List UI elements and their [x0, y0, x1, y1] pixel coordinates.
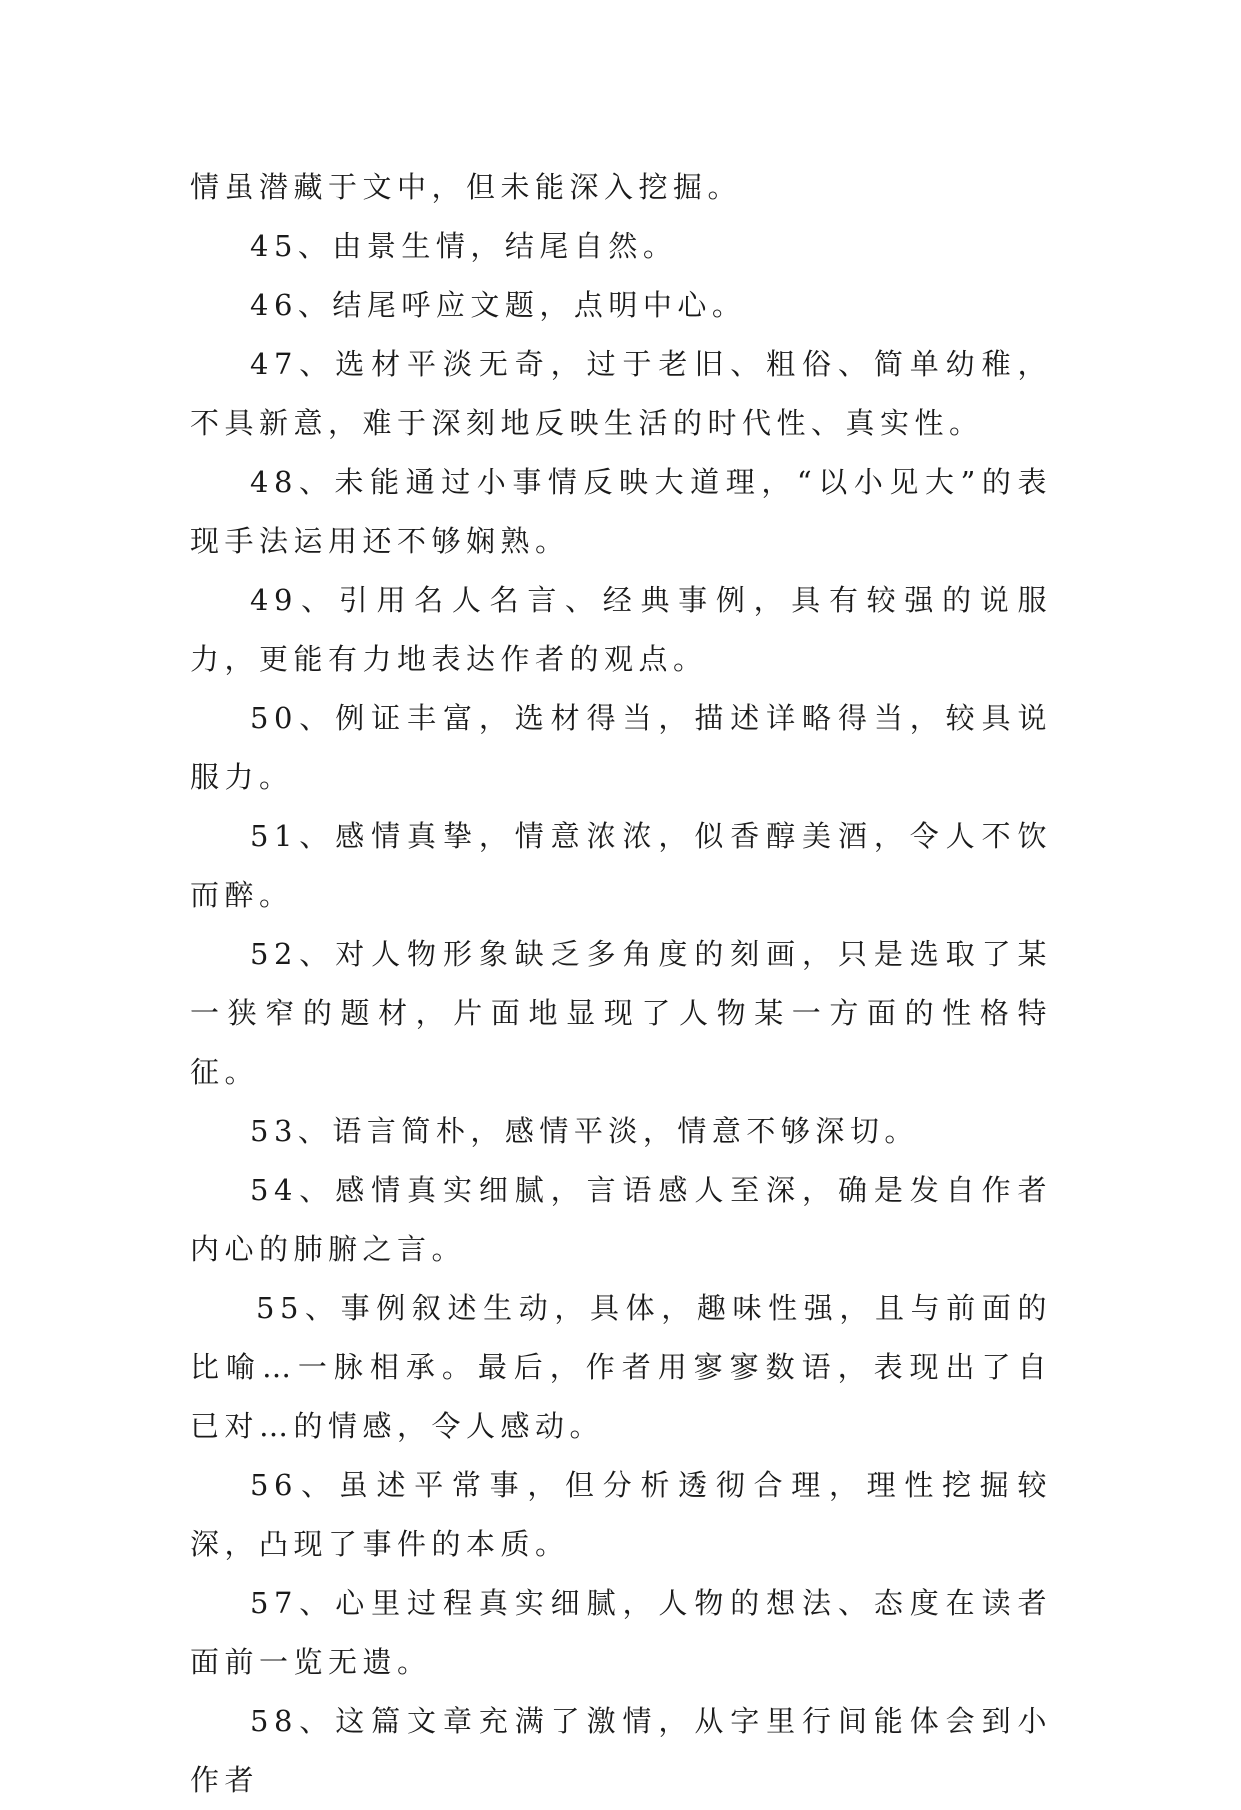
- paragraph-51: 51、感情真挚，情意浓浓，似香醇美酒，令人不饮而醉。: [190, 819, 1052, 912]
- paragraph-44-continuation: 情虽潜藏于文中，但未能深入挖掘。: [190, 170, 743, 204]
- paragraph-45: 45、由景生情，结尾自然。: [250, 229, 678, 263]
- paragraph-58: 58、这篇文章充满了激情，从字里行间能体会到小作者: [190, 1704, 1052, 1797]
- paragraph-55: 55、事例叙述生动，具体，趣味性强，且与前面的比喻…一脉相承。最后，作者用寥寥数语，表现出了自已对…的情感，令人感动。: [190, 1291, 1052, 1443]
- paragraph-53: 53、语言简朴，感情平淡，情意不够深切。: [250, 1114, 919, 1148]
- paragraph-52: 52、对人物形象缺乏多角度的刻画，只是选取了某一狭窄的题材，片面地显现了人物某一方面的性格特征。: [190, 937, 1052, 1089]
- paragraph-48: 48、未能通过小事情反映大道理，“以小见大”的表现手法运用还不够娴熟。: [190, 465, 1052, 558]
- paragraph-57: 57、心里过程真实细腻，人物的想法、态度在读者面前一览无遗。: [190, 1586, 1052, 1679]
- paragraph-54: 54、感情真实细腻，言语感人至深，确是发自作者内心的肺腑之言。: [190, 1173, 1052, 1266]
- paragraph-47: 47、选材平淡无奇，过于老旧、粗俗、简单幼稚，不具新意，难于深刻地反映生活的时代性、真实性。: [190, 347, 1052, 440]
- document-body: [190, 158, 1052, 1810]
- paragraph-46: 46、结尾呼应文题，点明中心。: [250, 288, 747, 322]
- paragraph-50: 50、例证丰富，选材得当，描述详略得当，较具说服力。: [190, 701, 1052, 794]
- paragraph-56: 56、虽述平常事，但分析透彻合理，理性挖掘较深，凸现了事件的本质。: [190, 1468, 1052, 1561]
- paragraph-49: 49、引用名人名言、经典事例，具有较强的说服力，更能有力地表达作者的观点。: [190, 583, 1052, 676]
